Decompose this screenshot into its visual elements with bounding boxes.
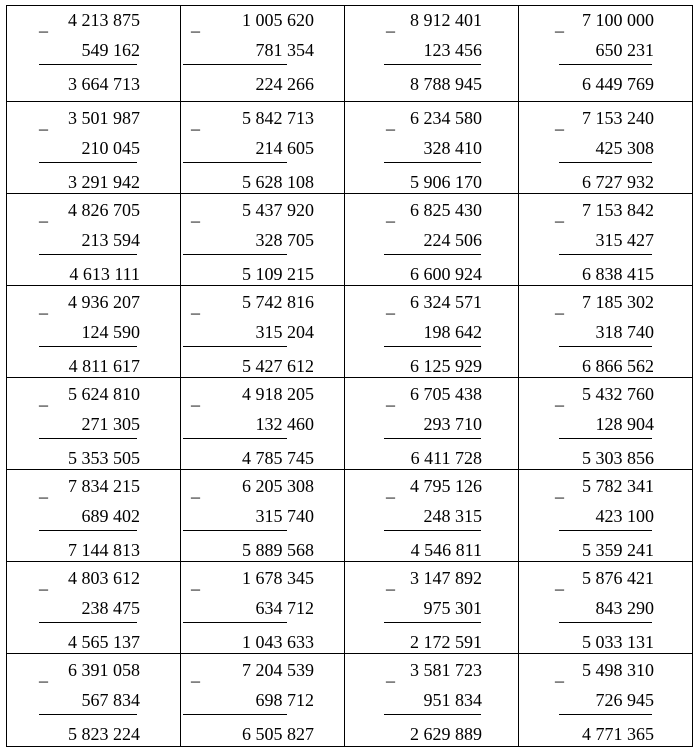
minus-sign: _ [191, 112, 200, 132]
difference: 2 629 889 [410, 724, 482, 744]
subtrahend: 328 410 [423, 138, 482, 158]
subtrahend: 318 740 [595, 322, 654, 342]
difference: 7 144 813 [68, 540, 140, 560]
subtrahend: 634 712 [255, 598, 314, 618]
difference: 5 303 856 [582, 448, 654, 468]
subtrahend: 214 605 [255, 138, 314, 158]
minus-sign: _ [39, 14, 48, 34]
problem-row [7, 286, 693, 378]
answer-line [183, 254, 287, 255]
answer-line [384, 714, 481, 715]
answer-line [39, 346, 137, 347]
minus-sign: _ [191, 480, 200, 500]
answer-line [39, 162, 137, 163]
problem-row [7, 654, 693, 747]
minuend: 6 324 571 [410, 292, 482, 312]
subtraction-problem-cell [519, 562, 693, 654]
subtraction-problem [181, 378, 344, 469]
minuend: 1 678 345 [242, 568, 314, 588]
answer-line [384, 162, 481, 163]
answer-line [183, 162, 287, 163]
minuend: 7 185 302 [582, 292, 654, 312]
answer-line [39, 438, 137, 439]
minuend: 6 205 308 [242, 476, 314, 496]
minus-sign: _ [386, 480, 395, 500]
answer-line [39, 622, 137, 623]
difference: 5 353 505 [68, 448, 140, 468]
subtraction-problem [519, 654, 692, 746]
subtraction-worksheet-table [6, 5, 693, 747]
minus-sign: _ [386, 204, 395, 224]
subtrahend: 128 904 [595, 414, 654, 434]
subtrahend: 328 705 [255, 230, 314, 250]
difference: 6 866 562 [582, 356, 654, 376]
subtraction-problem [181, 286, 344, 377]
problem-row [7, 6, 693, 102]
minus-sign: _ [386, 664, 395, 684]
subtraction-problem-cell [181, 654, 345, 747]
minus-sign: _ [386, 296, 395, 316]
minuend: 4 213 875 [68, 10, 140, 30]
subtraction-problem [519, 470, 692, 561]
subtrahend: 315 740 [255, 506, 314, 526]
minus-sign: _ [555, 664, 564, 684]
subtraction-problem-cell [181, 194, 345, 286]
difference: 3 664 713 [68, 74, 140, 94]
minuend: 4 826 705 [68, 200, 140, 220]
minus-sign: _ [555, 112, 564, 132]
problem-row [7, 562, 693, 654]
subtraction-problem-cell [519, 654, 693, 747]
minuend: 1 005 620 [242, 10, 314, 30]
subtraction-problem [519, 286, 692, 377]
difference: 4 771 365 [582, 724, 654, 744]
subtrahend: 843 290 [595, 598, 654, 618]
difference: 6 411 728 [410, 448, 482, 468]
answer-line [39, 64, 137, 65]
difference: 5 033 131 [582, 632, 654, 652]
minuend: 5 742 816 [242, 292, 314, 312]
subtraction-problem-cell [519, 102, 693, 194]
difference: 2 172 591 [410, 632, 482, 652]
minuend: 5 842 713 [242, 108, 314, 128]
subtraction-problem-cell [7, 378, 181, 470]
minuend: 4 795 126 [410, 476, 482, 496]
subtrahend: 567 834 [81, 690, 140, 710]
subtrahend: 423 100 [595, 506, 654, 526]
subtraction-problem [345, 654, 518, 746]
subtraction-problem-cell [181, 562, 345, 654]
subtraction-problem-cell [7, 102, 181, 194]
subtrahend: 726 945 [595, 690, 654, 710]
minuend: 6 825 430 [410, 200, 482, 220]
answer-line [384, 530, 481, 531]
subtraction-problem [181, 102, 344, 193]
subtrahend: 271 305 [81, 414, 140, 434]
difference: 6 505 827 [242, 724, 314, 744]
subtrahend: 198 642 [423, 322, 482, 342]
subtraction-problem [7, 562, 180, 653]
minus-sign: _ [191, 296, 200, 316]
difference: 4 785 745 [242, 448, 314, 468]
subtraction-problem [345, 6, 518, 101]
answer-line [384, 64, 481, 65]
difference: 5 889 568 [242, 540, 314, 560]
subtraction-problem-cell [345, 102, 519, 194]
problem-row [7, 378, 693, 470]
subtraction-problem [7, 286, 180, 377]
difference: 3 291 942 [68, 172, 140, 192]
answer-line [183, 346, 287, 347]
subtraction-problem [519, 102, 692, 193]
subtraction-problem [7, 654, 180, 746]
subtrahend: 975 301 [423, 598, 482, 618]
minuend: 6 234 580 [410, 108, 482, 128]
subtraction-problem [519, 6, 692, 101]
subtraction-problem-cell [519, 194, 693, 286]
subtraction-problem [345, 470, 518, 561]
answer-line [384, 622, 481, 623]
subtrahend: 248 315 [423, 506, 482, 526]
subtraction-problem [7, 378, 180, 469]
answer-line [559, 530, 652, 531]
minus-sign: _ [39, 572, 48, 592]
subtrahend: 689 402 [81, 506, 140, 526]
subtraction-problem-cell [7, 470, 181, 562]
minuend: 8 912 401 [410, 10, 482, 30]
difference: 5 823 224 [68, 724, 140, 744]
minuend: 5 624 810 [68, 384, 140, 404]
minuend: 7 100 000 [582, 10, 654, 30]
subtrahend: 293 710 [423, 414, 482, 434]
answer-line [559, 714, 652, 715]
minus-sign: _ [191, 572, 200, 592]
difference: 5 906 170 [410, 172, 482, 192]
answer-line [559, 162, 652, 163]
difference: 6 727 932 [582, 172, 654, 192]
minus-sign: _ [39, 296, 48, 316]
minus-sign: _ [191, 14, 200, 34]
subtraction-problem [7, 102, 180, 193]
answer-line [183, 64, 287, 65]
subtraction-problem-cell [7, 654, 181, 747]
subtraction-problem-cell [181, 6, 345, 102]
answer-line [183, 714, 287, 715]
answer-line [39, 530, 137, 531]
minuend: 7 834 215 [68, 476, 140, 496]
difference: 4 613 111 [69, 264, 140, 284]
subtraction-problem-cell [519, 286, 693, 378]
minuend: 7 153 240 [582, 108, 654, 128]
answer-line [384, 346, 481, 347]
difference: 6 449 769 [582, 74, 654, 94]
minuend: 6 391 058 [68, 660, 140, 680]
subtrahend: 210 045 [81, 138, 140, 158]
subtraction-problem [345, 194, 518, 285]
subtraction-problem [345, 102, 518, 193]
subtraction-problem-cell [345, 470, 519, 562]
difference: 5 628 108 [242, 172, 314, 192]
subtrahend: 315 204 [255, 322, 314, 342]
subtraction-problem-cell [181, 102, 345, 194]
problem-row [7, 194, 693, 286]
subtraction-problem-cell [7, 286, 181, 378]
minuend: 7 204 539 [242, 660, 314, 680]
difference: 5 359 241 [582, 540, 654, 560]
answer-line [559, 622, 652, 623]
subtrahend: 132 460 [255, 414, 314, 434]
minuend: 5 498 310 [582, 660, 654, 680]
minus-sign: _ [555, 388, 564, 408]
minus-sign: _ [386, 112, 395, 132]
subtraction-problem [181, 654, 344, 746]
minus-sign: _ [191, 388, 200, 408]
subtraction-problem-cell [519, 6, 693, 102]
minuend: 3 501 987 [68, 108, 140, 128]
subtraction-problem-cell [7, 194, 181, 286]
subtraction-problem-cell [7, 6, 181, 102]
subtraction-problem [7, 6, 180, 101]
subtraction-problem [7, 470, 180, 561]
subtraction-problem [181, 6, 344, 101]
subtraction-problem-cell [7, 562, 181, 654]
answer-line [39, 714, 137, 715]
subtrahend: 124 590 [81, 322, 140, 342]
minuend: 3 581 723 [410, 660, 482, 680]
subtraction-problem-cell [519, 470, 693, 562]
minuend: 6 705 438 [410, 384, 482, 404]
subtrahend: 951 834 [423, 690, 482, 710]
difference: 5 109 215 [242, 264, 314, 284]
subtrahend: 781 354 [255, 40, 314, 60]
subtraction-problem-cell [181, 286, 345, 378]
answer-line [39, 254, 137, 255]
minus-sign: _ [39, 204, 48, 224]
subtrahend: 549 162 [81, 40, 140, 60]
minuend: 7 153 842 [582, 200, 654, 220]
difference: 4 565 137 [68, 632, 140, 652]
minuend: 4 918 205 [242, 384, 314, 404]
subtrahend: 650 231 [595, 40, 654, 60]
subtrahend: 698 712 [255, 690, 314, 710]
difference: 6 125 929 [410, 356, 482, 376]
minus-sign: _ [39, 112, 48, 132]
difference: 4 811 617 [68, 356, 140, 376]
subtraction-problem-cell [345, 378, 519, 470]
subtrahend: 238 475 [81, 598, 140, 618]
minuend: 5 432 760 [582, 384, 654, 404]
answer-line [384, 254, 481, 255]
difference: 6 838 415 [582, 264, 654, 284]
answer-line [384, 438, 481, 439]
minus-sign: _ [555, 480, 564, 500]
difference: 1 043 633 [242, 632, 314, 652]
subtraction-problem [181, 194, 344, 285]
subtraction-problem [345, 378, 518, 469]
minuend: 5 437 920 [242, 200, 314, 220]
subtraction-problem-cell [345, 562, 519, 654]
minus-sign: _ [39, 480, 48, 500]
minus-sign: _ [555, 296, 564, 316]
minus-sign: _ [39, 664, 48, 684]
subtraction-problem [7, 194, 180, 285]
difference: 224 266 [255, 74, 314, 94]
minus-sign: _ [555, 14, 564, 34]
minus-sign: _ [191, 664, 200, 684]
subtrahend: 123 456 [423, 40, 482, 60]
minuend: 5 876 421 [582, 568, 654, 588]
minus-sign: _ [39, 388, 48, 408]
subtraction-problem [345, 286, 518, 377]
answer-line [559, 346, 652, 347]
subtraction-problem-cell [519, 378, 693, 470]
answer-line [183, 622, 287, 623]
difference: 4 546 811 [410, 540, 482, 560]
subtrahend: 315 427 [595, 230, 654, 250]
subtraction-problem-cell [345, 286, 519, 378]
difference: 8 788 945 [410, 74, 482, 94]
subtraction-problem [345, 562, 518, 653]
subtraction-problem [519, 378, 692, 469]
subtrahend: 425 308 [595, 138, 654, 158]
answer-line [183, 530, 287, 531]
minus-sign: _ [191, 204, 200, 224]
minus-sign: _ [386, 388, 395, 408]
difference: 6 600 924 [410, 264, 482, 284]
minus-sign: _ [386, 14, 395, 34]
subtraction-problem-cell [181, 378, 345, 470]
subtraction-problem [181, 562, 344, 653]
difference: 5 427 612 [242, 356, 314, 376]
answer-line [559, 64, 652, 65]
subtraction-problem-cell [345, 654, 519, 747]
minus-sign: _ [555, 572, 564, 592]
subtraction-problem-cell [345, 194, 519, 286]
minus-sign: _ [386, 572, 395, 592]
problem-row [7, 102, 693, 194]
answer-line [559, 438, 652, 439]
subtraction-problem [181, 470, 344, 561]
minuend: 3 147 892 [410, 568, 482, 588]
subtraction-problem [519, 562, 692, 653]
subtraction-problem [519, 194, 692, 285]
minuend: 4 803 612 [68, 568, 140, 588]
subtraction-problem-cell [181, 470, 345, 562]
subtraction-problem-cell [345, 6, 519, 102]
answer-line [183, 438, 287, 439]
subtrahend: 224 506 [423, 230, 482, 250]
minuend: 5 782 341 [582, 476, 654, 496]
answer-line [559, 254, 652, 255]
minus-sign: _ [555, 204, 564, 224]
subtrahend: 213 594 [81, 230, 140, 250]
problem-row [7, 470, 693, 562]
minuend: 4 936 207 [68, 292, 140, 312]
